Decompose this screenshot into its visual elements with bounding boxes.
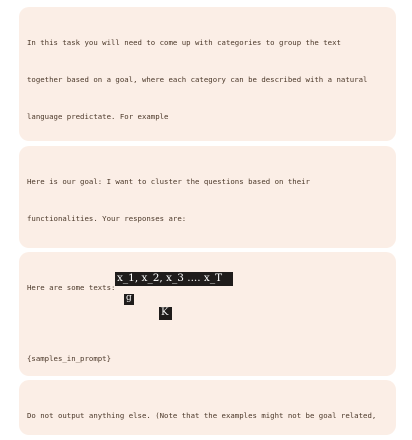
text-line: functionalities. Your responses are:	[27, 214, 187, 223]
count-overlay-label: K	[159, 307, 172, 320]
goal-example-block	[19, 146, 396, 248]
example-questions-block	[19, 7, 396, 141]
samples-placeholder: {samples_in_prompt}	[27, 354, 112, 364]
spacer	[27, 319, 388, 329]
text-line: together based on a goal, where each category can be described with a natural	[27, 75, 368, 84]
text-line: In this task you will need to come up with categories to group the text	[27, 38, 341, 48]
text-line: language predictate. For example	[27, 111, 169, 121]
prompt-template-block	[19, 252, 396, 376]
instructions-block	[19, 380, 396, 435]
samples-overlay-label: x_1, x_2, x_3 .... x_T	[115, 272, 233, 286]
text-line: Here are some texts:	[27, 283, 116, 293]
text-line: Here is our goal: I want to cluster the questions based on their	[27, 177, 310, 187]
text-line: Do not output anything else. (Note that the examples might not be goal related,	[27, 411, 377, 421]
goal-overlay-label: g	[124, 294, 134, 305]
